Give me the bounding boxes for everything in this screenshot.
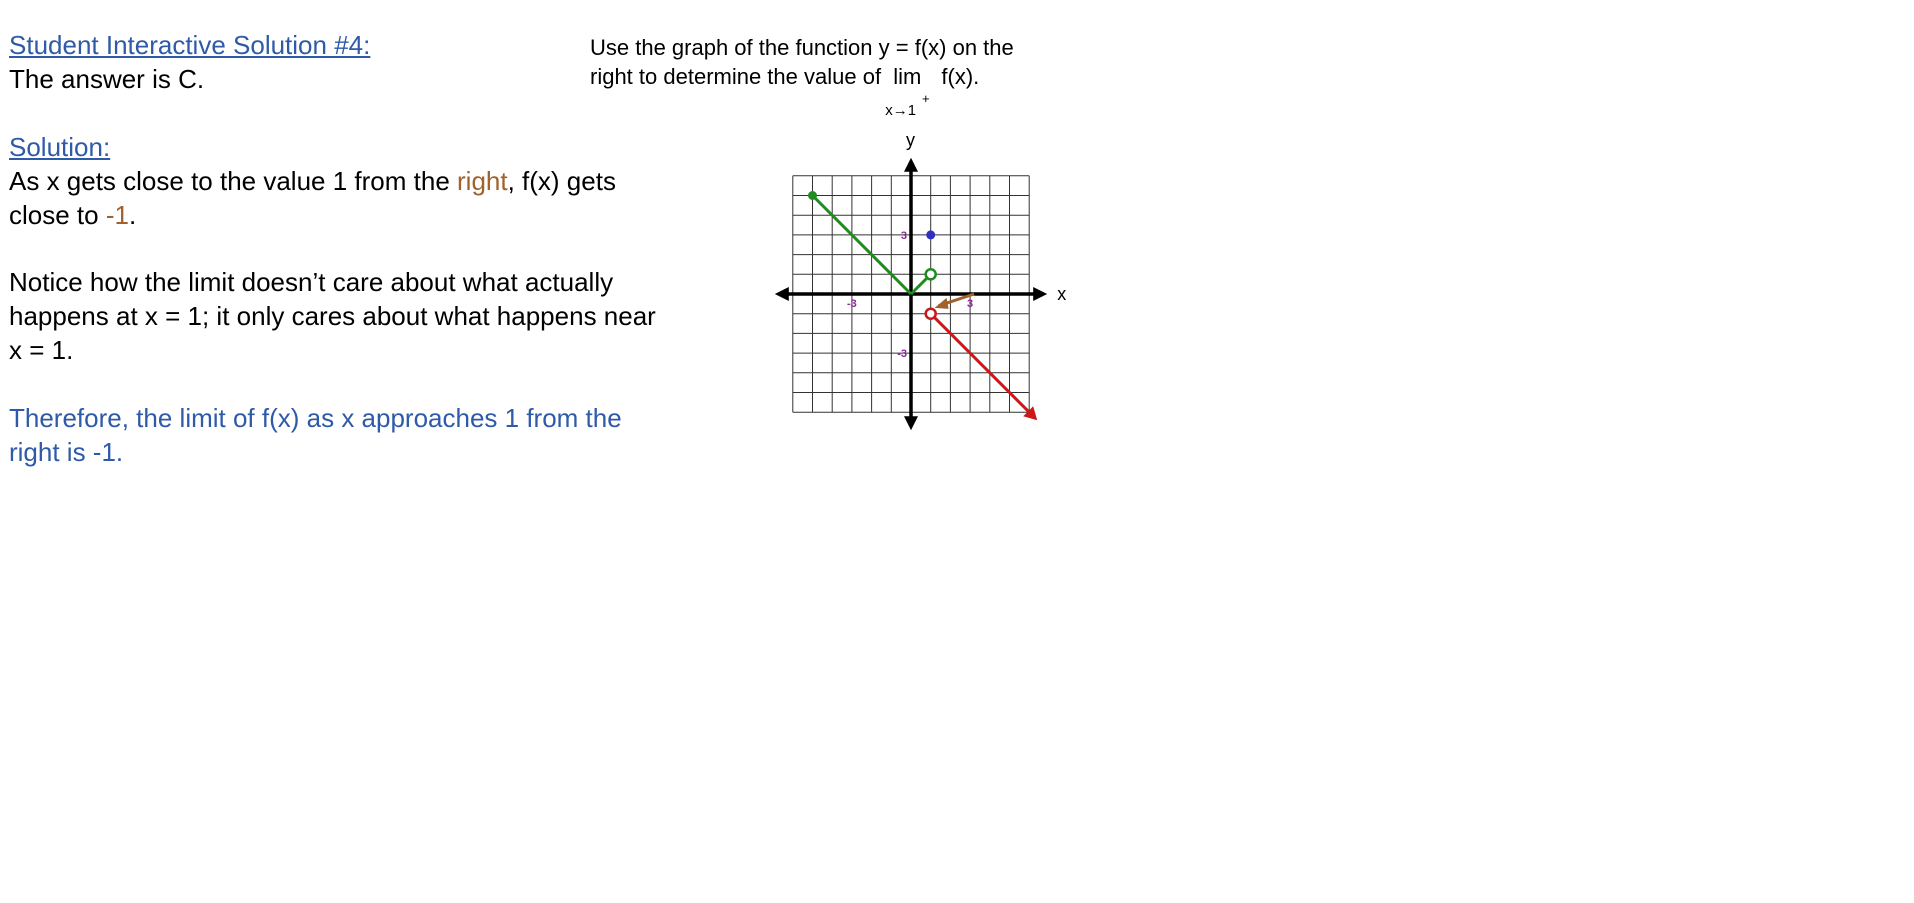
question-line-1: Use the graph of the function y = f(x) on the — [590, 35, 1014, 60]
answer-text: The answer is C. — [9, 64, 205, 94]
x-tick-label: 3 — [967, 298, 974, 310]
solution-paragraph-2-line-1: Notice how the limit doesn’t care about what actually — [9, 267, 614, 297]
solution-heading[interactable]: Solution: — [9, 132, 111, 162]
open-point — [926, 309, 936, 319]
limit-notation — [885, 62, 930, 119]
p1-right-word: right — [457, 166, 508, 196]
question-prefix: right to determine the value of — [590, 64, 882, 89]
p1-text-b: , f(x) gets — [507, 166, 616, 196]
p1-end: . — [128, 200, 137, 230]
closed-point — [808, 191, 817, 200]
p1-text-a: As x gets close to the value 1 from the — [9, 166, 458, 196]
series-right-branch — [931, 314, 1035, 419]
limit-subscript: x→1+ — [885, 91, 930, 119]
conclusion-line-2: right is -1. — [9, 437, 124, 467]
x-axis-arrow-right — [1033, 287, 1047, 301]
open-point — [926, 269, 936, 279]
solution-paragraph-2-line-3: x = 1. — [9, 335, 74, 365]
y-tick-label: -3 — [897, 348, 907, 361]
function-graph — [770, 126, 1070, 436]
conclusion-line-1: Therefore, the limit of f(x) as x approaches 1 from the — [9, 403, 622, 433]
y-axis-arrow-down — [904, 416, 918, 430]
question-line-2 — [590, 62, 980, 119]
solution-paragraph-2-line-2: happens at x = 1; it only cares about what happens near — [9, 301, 656, 331]
y-axis-arrow-up — [904, 158, 918, 172]
p1-text-c: close to — [9, 200, 106, 230]
x-tick-label: -3 — [847, 298, 857, 310]
approach-arrowhead — [935, 298, 949, 309]
limit-function: f(x). — [941, 64, 980, 89]
closed-point — [926, 230, 935, 239]
p1-value: -1 — [105, 200, 129, 230]
limit-lim: lim — [893, 64, 922, 89]
y-tick-label: 3 — [900, 229, 907, 242]
x-axis-arrow-left — [775, 287, 789, 301]
x-axis-label: x — [1057, 284, 1067, 304]
solution-paragraph-1-line-2 — [9, 198, 136, 232]
series-left-branch — [813, 196, 912, 295]
solution-paragraph-1-line-1 — [9, 164, 616, 198]
solution-title[interactable]: Student Interactive Solution #4: — [9, 30, 371, 60]
y-axis-label: y — [906, 129, 915, 150]
